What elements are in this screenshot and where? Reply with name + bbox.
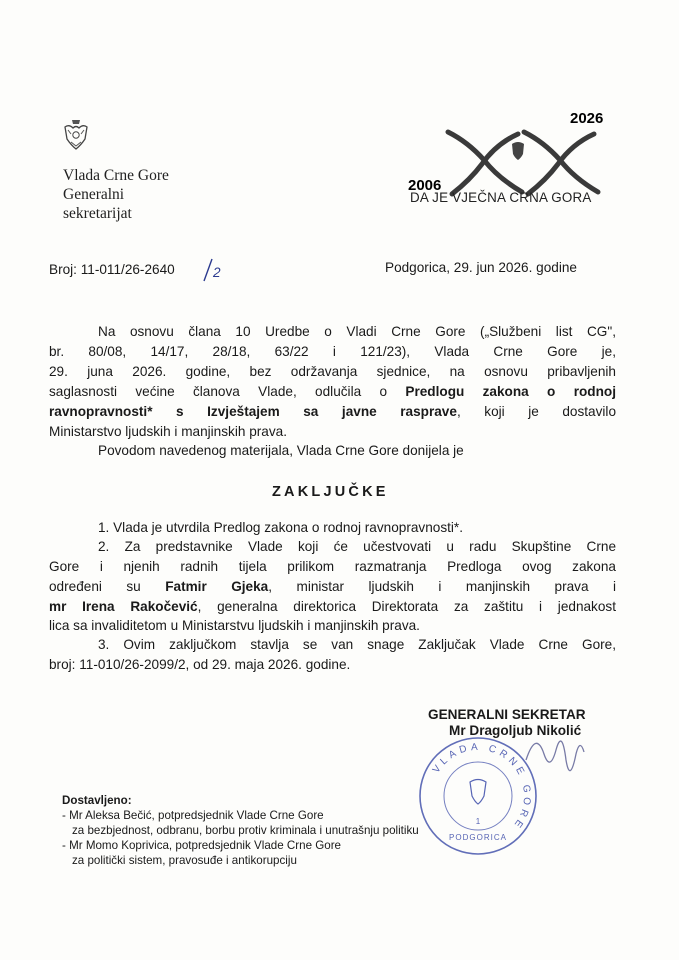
bill-title-bold: Predlogu zakona o rodnoj — [405, 384, 616, 399]
conclusion-2-line-5: lica sa invaliditetom u Ministarstvu ljudskih i manjinskih prava. — [49, 618, 420, 633]
paragraph-1-line-6: Ministarstvo ljudskih i manjinskih prava. — [49, 424, 287, 439]
conclusion-2-line-4 — [49, 598, 616, 615]
stamp-ring-text: VLADA CRNE GORE — [430, 741, 533, 833]
org-line-3: sekretarijat — [63, 205, 132, 222]
handwritten-signature — [520, 720, 600, 790]
paragraph-1-line-1: Na osnovu člana 10 Uredbe o Vladi Crne Gore („Službeni list CG", — [98, 324, 616, 339]
logo-year-end: 2026 — [570, 110, 604, 127]
text-run: saglasnosti većine članova Vlade, odlučila o — [49, 384, 406, 399]
recipient-2-line-2: za politički sistem, pravosuđe i antikorupciju — [72, 854, 297, 867]
svg-text:VLADA CRNE GORE — [431, 742, 532, 832]
representative-2-name: mr Irena Rakočević — [49, 599, 198, 614]
logo-tagline: DA JE VJEČNA CRNA GORA — [410, 190, 592, 205]
text-run: , generalna direktorica Direktorata za zaštitu i jednakost — [197, 599, 616, 614]
paragraph-2: Povodom navedenog materijala, Vlada Crne Gore donijela je — [98, 443, 464, 458]
bill-title-bold-cont: ravnopravnosti* s Izvještajem sa javne rasprave — [49, 404, 457, 419]
logo-year-start: 2006 — [408, 177, 442, 194]
recipient-2-line-1: - Mr Momo Koprivica, potpredsjednik Vlade Crne Gore — [62, 839, 342, 852]
conclusion-1: 1. Vlada je utvrdila Predlog zakona o rodnoj ravnopravnosti*. — [98, 520, 463, 535]
org-line-2: Generalni — [63, 186, 125, 203]
conclusion-3-line-1: 3. Ovim zaključkom stavlja se van snage Zaključak Vlade Crne Gore, — [98, 637, 616, 652]
conclusion-2-line-3 — [49, 578, 616, 595]
paragraph-1-line-5 — [49, 403, 616, 420]
stamp-number: 1 — [475, 817, 481, 826]
paragraph-1-line-4 — [49, 383, 616, 400]
text-run: , ministar ljudskih i manjinskih prava i — [268, 579, 616, 594]
paragraph-1-line-2: br. 80/08, 14/17, 28/18, 63/22 i 121/23), Vlada Crne Gore je, — [49, 344, 616, 359]
signatory-name: Mr Dragoljub Nikolić — [449, 723, 582, 738]
recipient-1-line-1: - Mr Aleksa Bečić, potpredsjednik Vlade Crne Gore — [62, 809, 324, 822]
document-number: Broj: 11-011/26-2640 — [49, 262, 175, 277]
place-date: Podgorica, 29. jun 2026. godine — [385, 260, 577, 275]
document-number-handwritten: 2 — [213, 265, 221, 280]
conclusion-2-line-2: Gore i njenih radnih tijela prilikom razmatranja Predloga ovog zakona — [49, 559, 616, 574]
org-line-1: Vlada Crne Gore — [63, 167, 169, 184]
org-name — [63, 166, 169, 223]
text-run: određeni su — [49, 579, 166, 594]
conclusions-heading: ZAKLJUČKE — [272, 484, 389, 500]
text-run: , koji je dostavilo — [456, 404, 616, 419]
conclusion-2-line-1: 2. Za predstavnike Vlade koji će učestvovati u radu Skupštine Crne — [98, 539, 616, 554]
recipient-1-line-2: za bezbjednost, odbranu, borbu protiv kriminala i unutrašnju politiku — [72, 824, 419, 837]
representative-1-name: Fatmir Gjeka — [165, 579, 269, 594]
stamp-city: PODGORICA — [449, 833, 507, 842]
coat-of-arms-icon — [62, 118, 90, 154]
paragraph-1-line-3: 29. juna 2026. godine, bez održavanja sjednice, na osnovu pribavljenih — [49, 364, 616, 379]
signatory-title: GENERALNI SEKRETAR — [428, 707, 586, 722]
conclusion-3-line-2: broj: 11-010/26-2099/2, od 29. maja 2026. godine. — [49, 657, 351, 672]
delivery-label: Dostavljeno: — [62, 794, 132, 807]
